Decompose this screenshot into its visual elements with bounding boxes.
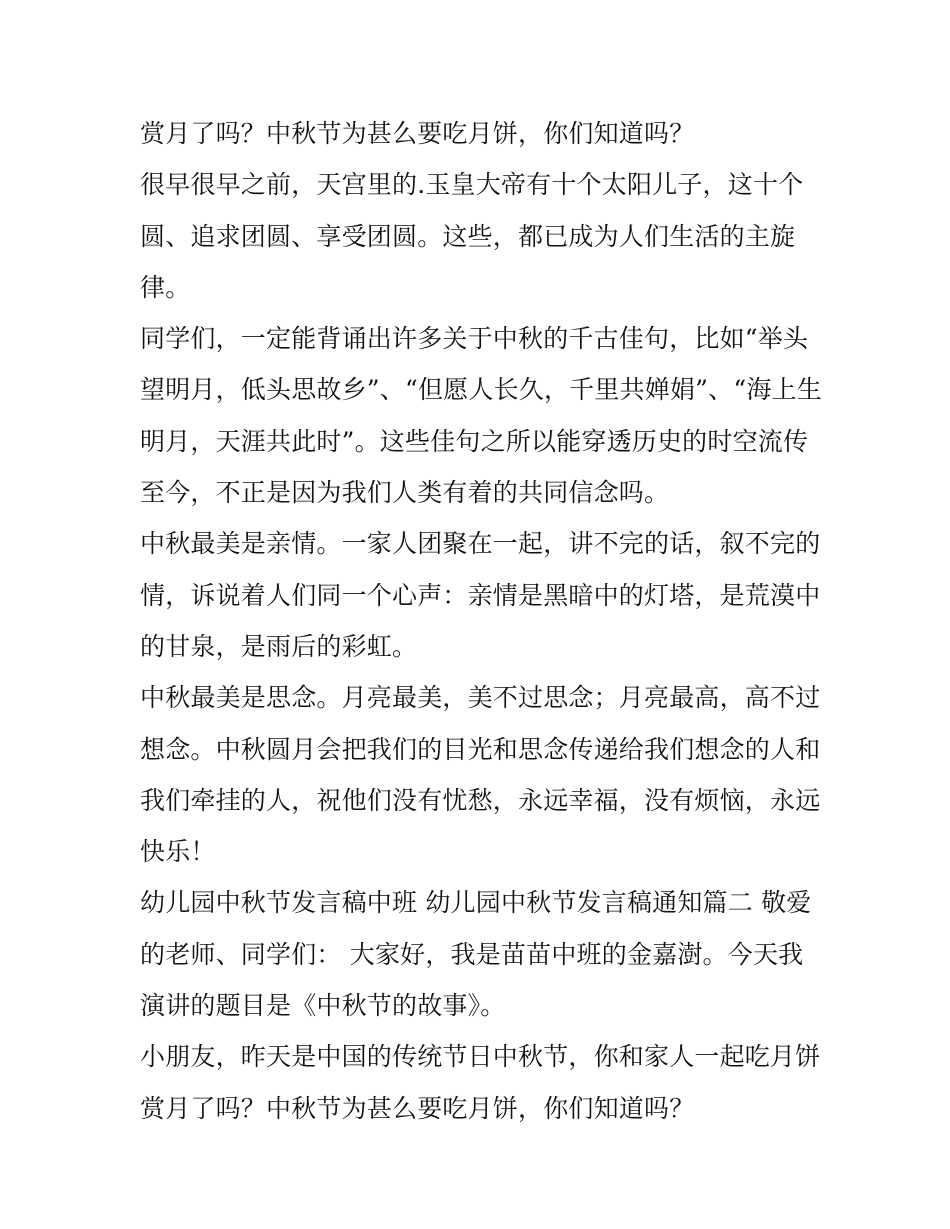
text-line: 至今，不正是因为我们人类有着的共同信念吗。 (140, 478, 670, 508)
text-line: 幼儿园中秋节发言稿中班 幼儿园中秋节发言稿通知篇二 敬爱 (140, 888, 812, 918)
text-line: 望明月，低头思故乡”、“但愿人长久，千里共婵娟”、“海上生 (140, 375, 822, 405)
text-line: 中秋最美是亲情。一家人团聚在一起，讲不完的话，叙不完的 (140, 529, 821, 559)
text-line: 快乐！ (140, 837, 216, 867)
text-line: 小朋友，昨天是中国的传统节日中秋节，你和家人一起吃月饼 (140, 1042, 821, 1072)
text-line: 律。 (140, 272, 191, 302)
text-line: 赏月了吗？中秋节为甚么要吃月饼，你们知道吗？ (140, 119, 695, 148)
text-line: 赏月了吗？中秋节为甚么要吃月饼，你们知道吗？ (140, 1093, 695, 1123)
text-line: 想念。中秋圆月会把我们的目光和思念传递给我们想念的人和 (140, 734, 821, 764)
text-line: 同学们，一定能背诵出许多关于中秋的千古佳句，比如“举头 (140, 324, 809, 354)
text-line: 圆、追求团圆、享受团圆。这些，都已成为人们生活的主旋 (140, 221, 796, 251)
text-line: 的甘泉，是雨后的彩虹。 (140, 631, 418, 661)
text-line: 中秋最美是思念。月亮最美，美不过思念；月亮最高，高不过 (140, 683, 821, 713)
text-line: 的老师、同学们： 大家好，我是苗苗中班的金嘉澍。今天我 (140, 939, 804, 969)
text-line: 明月，天涯共此时”。这些佳句之所以能穿透历史的时空流传 (140, 426, 809, 456)
text-line: 演讲的题目是《中秋节的故事》。 (140, 991, 506, 1021)
document-body (140, 108, 820, 1134)
text-line: 很早很早之前，天宫里的.玉皇大帝有十个太阳儿子，这十个 (140, 170, 804, 200)
text-line: 情，诉说着人们同一个心声：亲情是黑暗中的灯塔，是荒漠中 (140, 580, 821, 610)
text-line: 我们牵挂的人，祝他们没有忧愁，永远幸福，没有烦恼，永远 (140, 785, 821, 815)
